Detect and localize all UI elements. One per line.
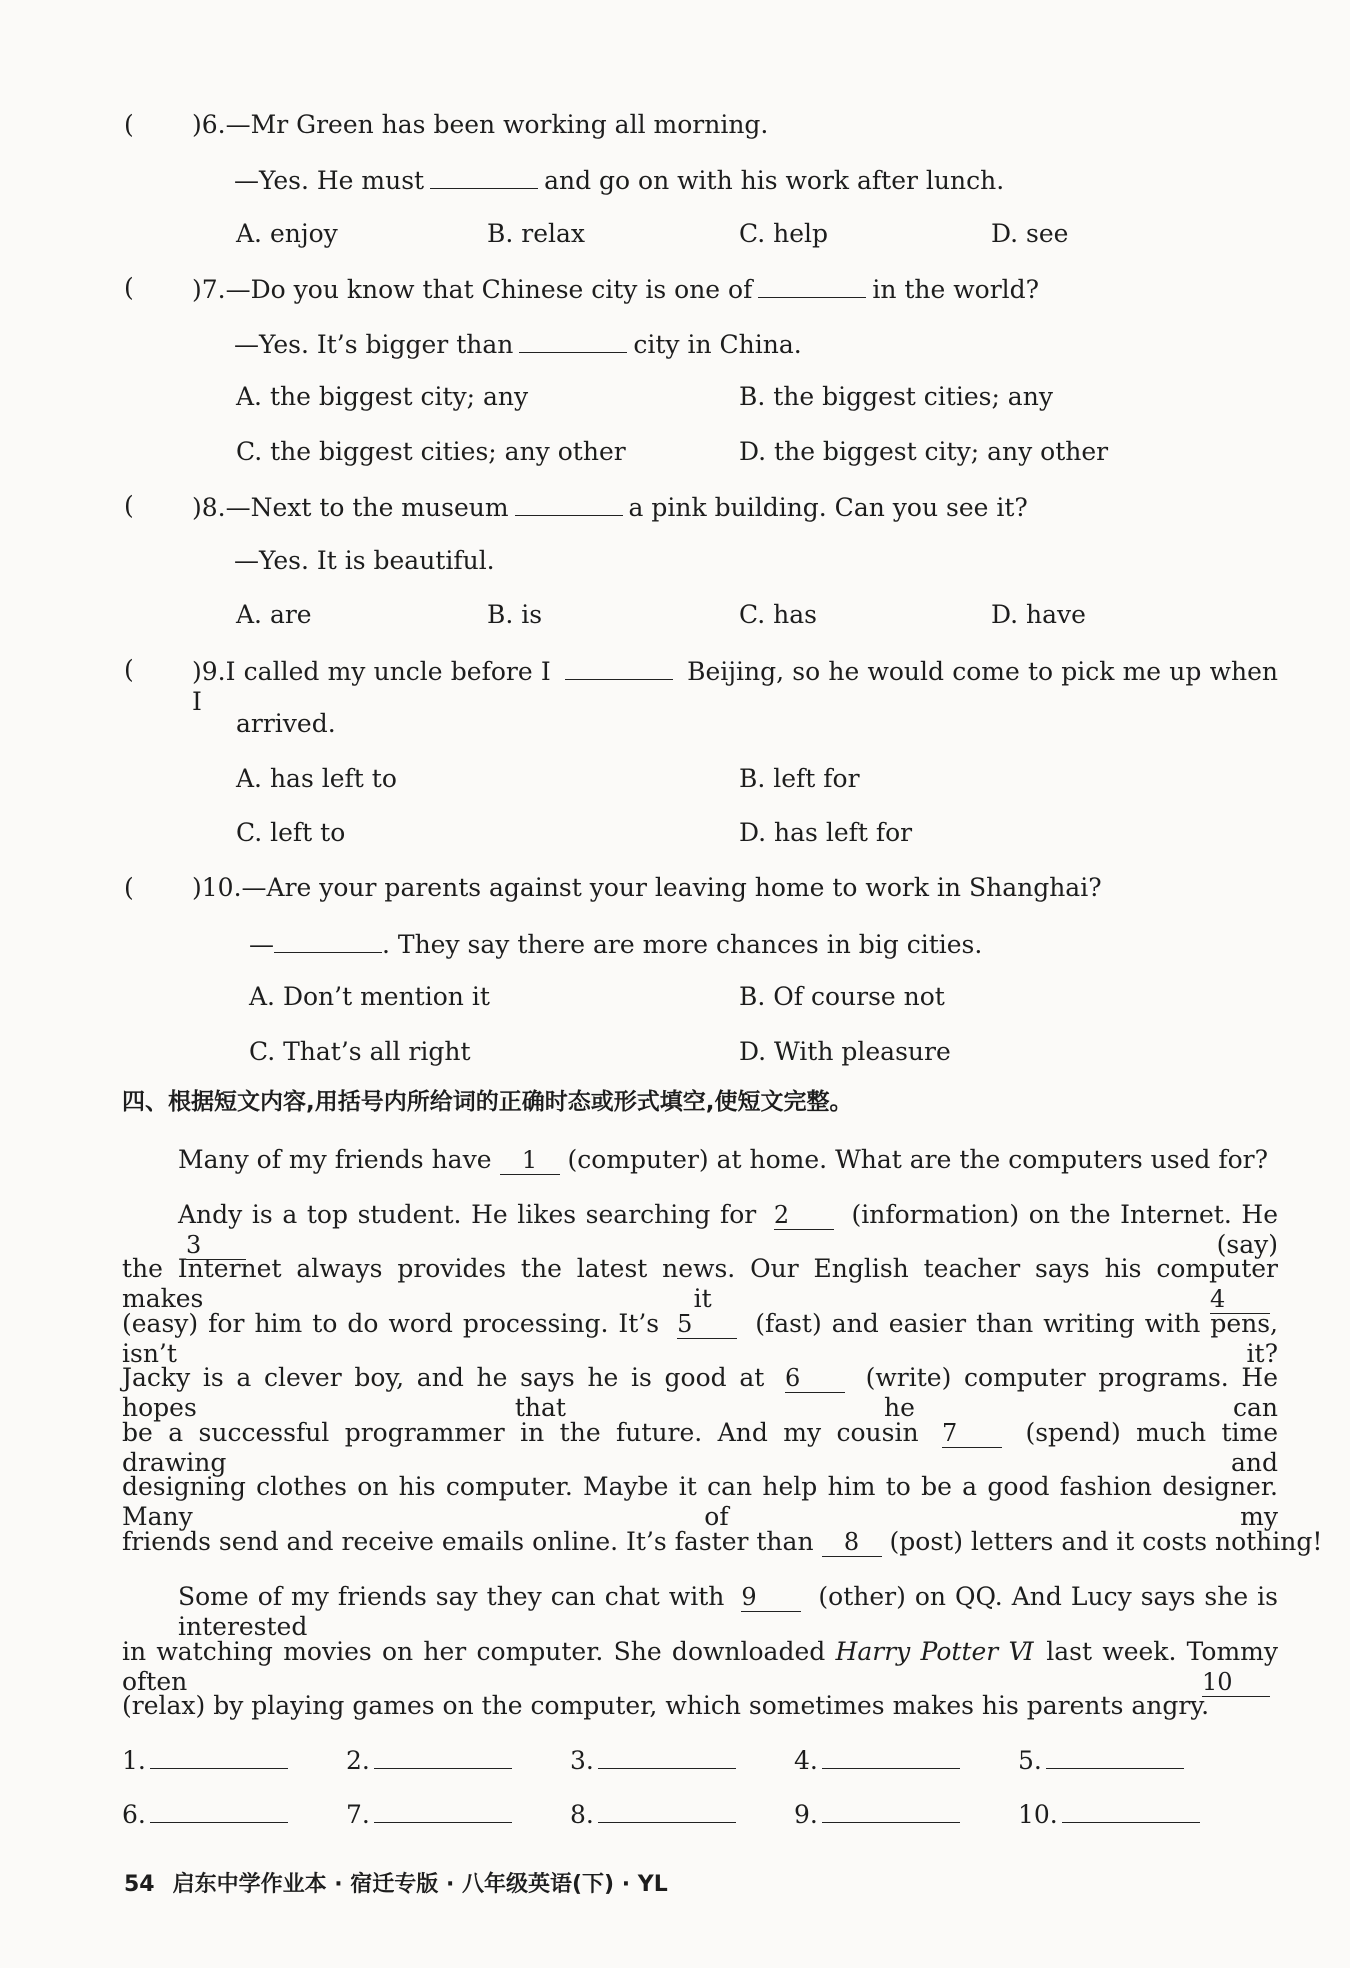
passage-blank-8[interactable]: 8 [822, 1528, 882, 1557]
q8-option-a: A. are [236, 600, 312, 629]
q7-option-b: B. the biggest cities; any [739, 382, 1053, 411]
q6-stem [192, 110, 768, 140]
answer-slot-3[interactable] [570, 1746, 736, 1776]
q10-option-a: A. Don’t mention it [249, 982, 490, 1011]
q9-option-b: B. left for [739, 764, 860, 793]
passage-text: (say) [1216, 1230, 1278, 1259]
q8-option-c: C. has [739, 600, 817, 629]
q7-stem-a: —Do you know that Chinese city is one of [225, 275, 753, 304]
passage-line-9 [178, 1582, 1278, 1642]
passage-line-1 [178, 1145, 1268, 1175]
q10-option-d: D. With pleasure [739, 1037, 951, 1066]
answer-label: 10. [1018, 1800, 1058, 1829]
passage-text: (other) on QQ. And Lucy says she is interested [178, 1582, 1278, 1641]
section-heading: 四、根据短文内容,用括号内所给词的正确时态或形式填空,使短文完整。 [122, 1089, 853, 1115]
q8-stem [192, 491, 1028, 523]
q10-blank[interactable] [274, 928, 382, 953]
q10-stem-text: —Are your parents against your leaving home to work in Shanghai? [241, 873, 1102, 902]
q8-answer-paren[interactable]: ( [124, 491, 134, 520]
q8-option-b: B. is [487, 600, 543, 629]
q6-stem-text: —Mr Green has been working all morning. [225, 110, 769, 139]
q7-option-c: C. the biggest cities; any other [236, 437, 626, 466]
q9-stem-b: Beijing, so he would come to pick me up when I [192, 657, 1278, 716]
answer-slot-4[interactable] [794, 1746, 960, 1776]
answer-line[interactable] [150, 1746, 288, 1769]
passage-line-6 [122, 1418, 1278, 1478]
q9-stem-a: I called my uncle before I [225, 657, 551, 686]
answer-line[interactable] [150, 1800, 288, 1823]
q10-option-b: B. Of course not [739, 982, 945, 1011]
q10-reply [249, 928, 982, 960]
q7-blank-2[interactable] [519, 328, 627, 353]
q7-reply-b: city in China. [633, 330, 802, 359]
answer-slot-8[interactable] [570, 1800, 736, 1830]
answer-slot-10[interactable] [1018, 1800, 1200, 1830]
q7-option-d: D. the biggest city; any other [739, 437, 1109, 466]
answer-label: 2. [346, 1746, 370, 1775]
answer-line[interactable] [1046, 1746, 1184, 1769]
passage-text: (easy) for him to do word processing. It’s [122, 1309, 660, 1338]
q7-blank-1[interactable] [758, 273, 866, 298]
passage-line-2 [178, 1200, 1278, 1260]
passage-blank-6[interactable]: 6 [785, 1364, 845, 1393]
answer-line[interactable] [822, 1746, 960, 1769]
answer-line[interactable] [822, 1800, 960, 1823]
answer-label: 7. [346, 1800, 370, 1829]
q8-number: )8. [192, 493, 226, 522]
q7-stem [192, 273, 1039, 305]
passage-blank-9[interactable]: 9 [741, 1583, 801, 1612]
answer-label: 6. [122, 1800, 146, 1829]
q7-stem-b: in the world? [872, 275, 1040, 304]
passage-blank-10[interactable]: 10 [1202, 1668, 1270, 1697]
q9-option-a: A. has left to [236, 764, 397, 793]
q8-stem-a: —Next to the museum [225, 493, 509, 522]
q8-stem-b: a pink building. Can you see it? [628, 493, 1028, 522]
q6-number: )6. [192, 110, 226, 139]
passage-blank-3[interactable]: 3 [186, 1231, 246, 1260]
answer-line[interactable] [598, 1746, 736, 1769]
q8-reply: —Yes. It is beautiful. [234, 546, 495, 575]
passage-text: last week. Tommy often [122, 1637, 1278, 1696]
answer-slot-9[interactable] [794, 1800, 960, 1830]
q10-option-c: C. That’s all right [249, 1037, 471, 1066]
answer-label: 1. [122, 1746, 146, 1775]
passage-blank-1[interactable]: 1 [500, 1146, 560, 1175]
passage-text: (information) on the Internet. He [851, 1200, 1278, 1229]
q7-answer-paren[interactable]: ( [124, 273, 134, 302]
q9-number: )9. [192, 657, 226, 686]
answer-slot-6[interactable] [122, 1800, 288, 1830]
q10-answer-paren[interactable]: ( [124, 873, 134, 902]
q6-option-d: D. see [991, 219, 1069, 248]
q9-answer-paren[interactable]: ( [124, 655, 134, 684]
q8-option-d: D. have [991, 600, 1086, 629]
answer-label: 5. [1018, 1746, 1042, 1775]
q9-stem [192, 655, 1278, 717]
answer-slot-5[interactable] [1018, 1746, 1184, 1776]
q6-reply-a: —Yes. He must [234, 166, 425, 195]
q6-answer-paren[interactable]: ( [124, 110, 134, 139]
passage-text: the Internet always provides the latest news. Our English teacher says his computer makes it [122, 1254, 1278, 1313]
q6-blank[interactable] [430, 164, 538, 189]
passage-text: friends send and receive emails online. It’s faster than [122, 1527, 814, 1556]
answer-slot-7[interactable] [346, 1800, 512, 1830]
q9-blank[interactable] [565, 655, 673, 680]
q9-stem-continued: arrived. [236, 709, 336, 738]
q10-stem [192, 873, 1102, 903]
answer-label: 3. [570, 1746, 594, 1775]
passage-line-10 [122, 1637, 1278, 1697]
passage-line-3 [122, 1254, 1278, 1314]
q7-option-a: A. the biggest city; any [236, 382, 529, 411]
passage-text: (computer) at home. What are the computers used for? [567, 1145, 1269, 1174]
passage-text: (post) letters and it costs nothing! [889, 1527, 1323, 1556]
passage-blank-4[interactable]: 4 [1210, 1285, 1270, 1314]
passage-text: in watching movies on her computer. She downloaded [122, 1637, 826, 1666]
q7-number: )7. [192, 275, 226, 304]
page-number: 54 [124, 1872, 155, 1897]
passage-line-5 [122, 1363, 1278, 1423]
q9-option-d: D. has left for [739, 818, 913, 847]
answer-line[interactable] [374, 1746, 512, 1769]
passage-text: (fast) and easier than writing with pens, isn’t it? [122, 1309, 1278, 1368]
q6-reply [234, 164, 1004, 196]
q8-blank[interactable] [515, 491, 623, 516]
q7-reply [234, 328, 802, 360]
passage-text: (write) computer programs. He hopes that he can [122, 1363, 1278, 1422]
answer-line[interactable] [374, 1800, 512, 1823]
passage-text: Jacky is a clever boy, and he says he is good at [122, 1363, 765, 1392]
book-series-title: 启东中学作业本 · 宿迁专版 · 八年级英语(下) · YL [172, 1872, 668, 1897]
book-title: Harry Potter Ⅵ [835, 1637, 1036, 1666]
passage-text: Andy is a top student. He likes searching for [178, 1200, 757, 1229]
q7-reply-a: —Yes. It’s bigger than [234, 330, 514, 359]
passage-line-4 [122, 1309, 1278, 1369]
passage-line-8 [122, 1527, 1322, 1557]
passage-line-11: (relax) by playing games on the computer, which sometimes makes his parents angry. [122, 1691, 1210, 1720]
answer-slot-2[interactable] [346, 1746, 512, 1776]
answer-slot-1[interactable] [122, 1746, 288, 1776]
passage-text: be a successful programmer in the future. And my cousin [122, 1418, 919, 1447]
q10-reply-a: — [249, 930, 274, 959]
passage-blank-5[interactable]: 5 [677, 1310, 737, 1339]
q6-option-a: A. enjoy [236, 219, 338, 248]
q6-reply-b: and go on with his work after lunch. [544, 166, 1005, 195]
page-footer [124, 1867, 668, 1898]
answer-line[interactable] [598, 1800, 736, 1823]
passage-line-7: designing clothes on his computer. Maybe it can help him to be a good fashion designer. Many of my [122, 1472, 1278, 1531]
q10-number: )10. [192, 873, 242, 902]
answer-line[interactable] [1062, 1800, 1200, 1823]
passage-blank-2[interactable]: 2 [774, 1201, 834, 1230]
passage-text: (spend) much time drawing and [122, 1418, 1279, 1477]
q6-option-c: C. help [739, 219, 829, 248]
q6-option-b: B. relax [487, 219, 586, 248]
passage-text: Some of my friends say they can chat with [178, 1582, 725, 1611]
answer-label: 9. [794, 1800, 818, 1829]
passage-blank-7[interactable]: 7 [942, 1419, 1002, 1448]
passage-text: Many of my friends have [178, 1145, 492, 1174]
q9-option-c: C. left to [236, 818, 346, 847]
answer-label: 4. [794, 1746, 818, 1775]
answer-label: 8. [570, 1800, 594, 1829]
q10-reply-b: . They say there are more chances in big cities. [382, 930, 983, 959]
